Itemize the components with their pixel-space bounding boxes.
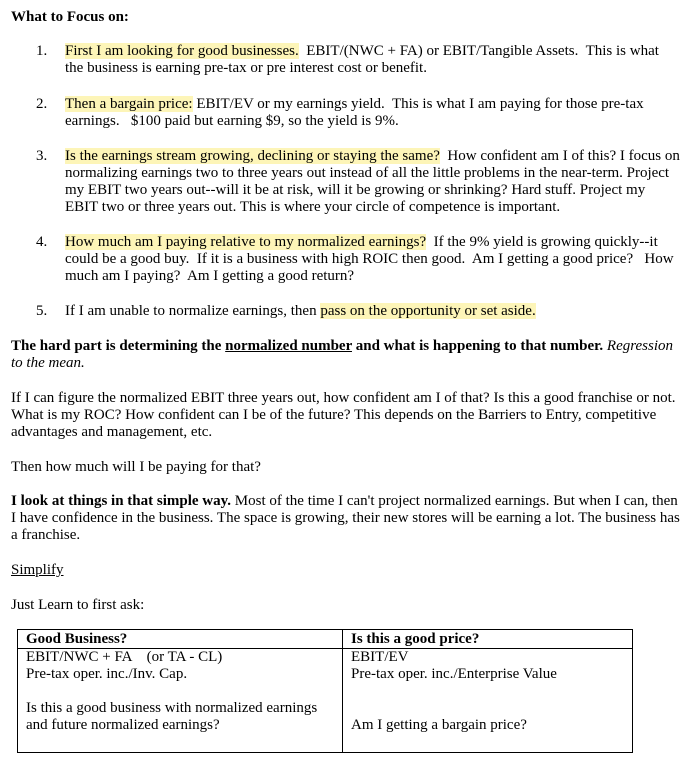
highlighted-text: First I am looking for good businesses. xyxy=(65,43,299,59)
item-line: earnings. $100 paid but earning $9, so the yield is 9%. xyxy=(65,113,399,129)
figure-normalized-paragraph xyxy=(11,390,683,441)
table-cell-good-business xyxy=(18,649,343,753)
highlighted-text: Is the earnings stream growing, declining or staying the same? xyxy=(65,148,440,164)
cell-spacer xyxy=(26,683,334,700)
simplify-heading: Simplify xyxy=(11,562,64,578)
item-line: much am I paying? Am I getting a good return? xyxy=(65,268,355,284)
table-row xyxy=(18,649,633,753)
cell-line: Pre-tax oper. inc./Enterprise Value xyxy=(351,666,557,682)
cell-line: and future normalized earnings? xyxy=(26,717,220,733)
cell-line: Is this a good business with normalized earnings xyxy=(26,700,318,716)
item-number: 2. xyxy=(36,96,48,112)
item-line: normalizing earnings two to three years out instead of all the little problems in the near-term. Project xyxy=(65,165,670,181)
table-cell-good-price xyxy=(343,649,633,753)
item-text xyxy=(65,96,685,130)
item-line: EBIT/(NWC + FA) or EBIT/Tangible Assets. This is what xyxy=(298,43,659,59)
bold-text: and what is happening to that number. xyxy=(351,338,604,354)
cell-line: EBIT/EV xyxy=(351,649,409,665)
paragraph-line: a franchise. xyxy=(11,527,81,543)
paragraph-line: If I can figure the normalized EBIT three years out, how confident am I of that? Is this a good franchise or not. xyxy=(11,390,676,406)
page-heading: What to Focus on: xyxy=(11,9,129,25)
paragraph-line: advantages and management, etc. xyxy=(11,424,213,440)
highlighted-text: pass on the opportunity or set aside. xyxy=(320,303,536,319)
cell-line: EBIT/NWC + FA (or TA - CL) xyxy=(26,649,223,665)
just-learn-text: Just Learn to first ask: xyxy=(11,597,145,613)
item-line: could be a good buy. If it is a business with high ROIC then good. Am I getting a good price? How xyxy=(65,251,674,267)
item-line: EBIT two or three years out. This is where your circle of competence is important. xyxy=(65,199,561,215)
highlighted-text: Then a bargain price: xyxy=(65,96,193,112)
paragraph-line: What is my ROC? How confident can I be of the future? This depends on the Barriers to Entry, competitive xyxy=(11,407,657,423)
italic-text: to the mean. xyxy=(11,355,85,371)
hard-part-paragraph xyxy=(11,338,683,372)
simple-way-paragraph xyxy=(11,493,683,544)
table-header-good-price: Is this a good price? xyxy=(343,630,633,649)
item-text xyxy=(65,234,685,285)
cell-line: Am I getting a bargain price? xyxy=(351,717,527,733)
item-line: my EBIT two years out--will it be at risk, will it be growing or shrinking? Hard stuff. Project my xyxy=(65,182,646,198)
highlighted-text: How much am I paying relative to my normalized earnings? xyxy=(65,234,427,250)
cell-spacer xyxy=(351,700,624,717)
item-line: If I am unable to normalize earnings, then xyxy=(65,303,321,319)
table-header-row xyxy=(18,630,633,649)
underlined-term: normalized number xyxy=(225,338,352,354)
item-line: EBIT/EV or my earnings yield. This is what I am paying for those pre-tax xyxy=(192,96,644,112)
item-number: 1. xyxy=(36,43,48,59)
cell-line: Pre-tax oper. inc./Inv. Cap. xyxy=(26,666,188,682)
item-text xyxy=(65,43,685,77)
paragraph-line: Most of the time I can't project normalized earnings. But when I can, then xyxy=(231,493,678,509)
bold-text: The hard part is determining the xyxy=(11,338,226,354)
italic-text: Regression xyxy=(603,338,674,354)
table-header-good-business: Good Business? xyxy=(18,630,343,649)
paying-paragraph: Then how much will I be paying for that? xyxy=(11,459,261,475)
bold-text: I look at things in that simple way. xyxy=(11,493,232,509)
item-line: the business is earning pre-tax or pre interest cost or benefit. xyxy=(65,60,427,76)
item-text xyxy=(65,303,685,320)
item-number: 5. xyxy=(36,303,48,319)
cell-spacer xyxy=(351,683,624,700)
item-number: 4. xyxy=(36,234,48,250)
item-line: If the 9% yield is growing quickly--it xyxy=(426,234,658,250)
item-line: How confident am I of this? I focus on xyxy=(439,148,680,164)
focus-table xyxy=(17,629,633,753)
item-text xyxy=(65,148,685,216)
paragraph-line: I have confidence in the business. The space is growing, their new stores will be earning a lot. The business has xyxy=(11,510,680,526)
item-number: 3. xyxy=(36,148,48,164)
